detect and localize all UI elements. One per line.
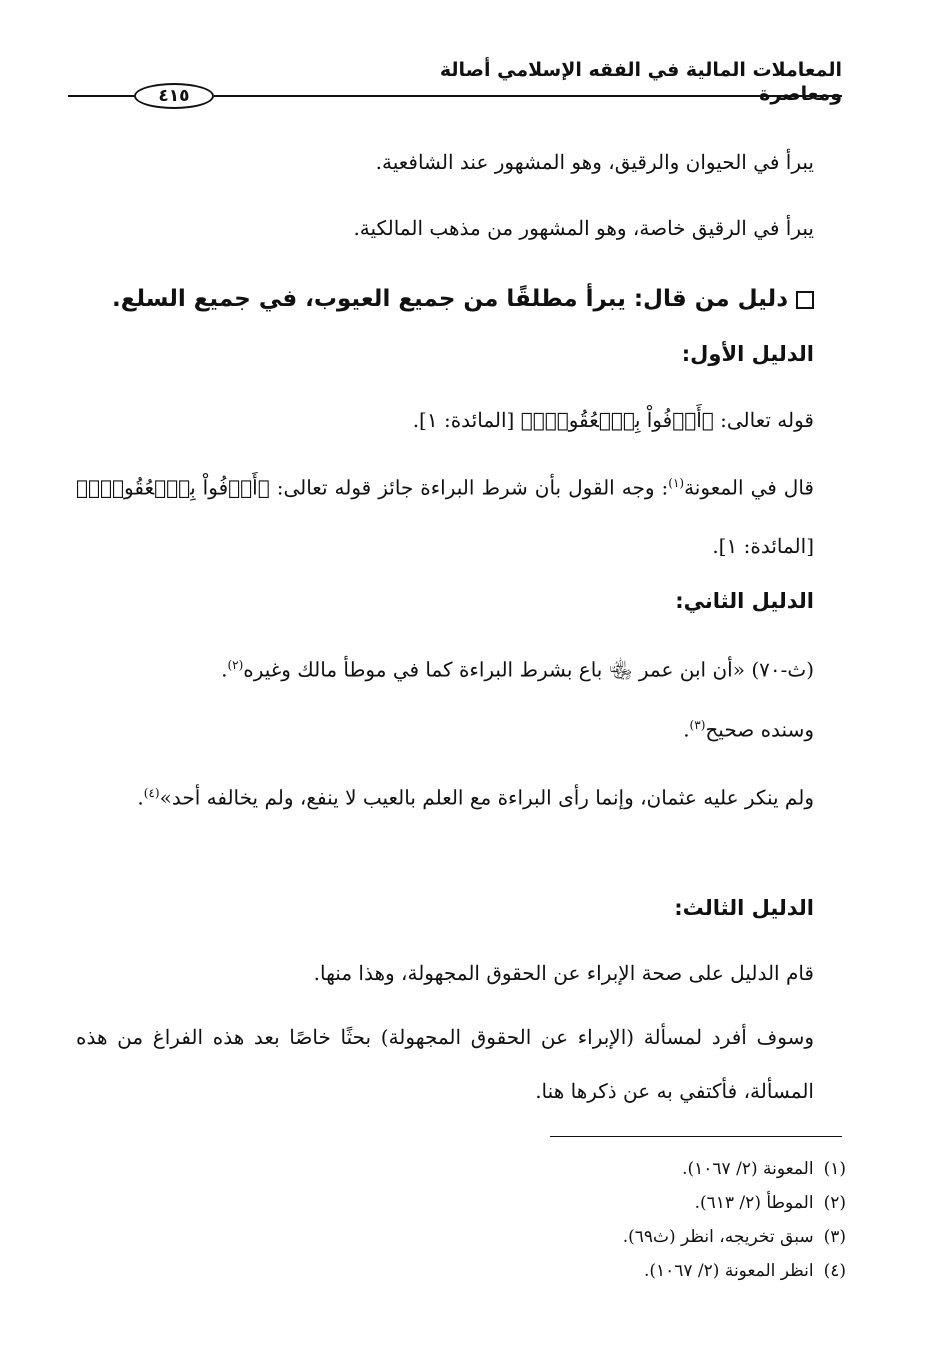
quote-prefix: قال في المعونة [684, 475, 814, 500]
quote-text: : وجه القول بأن شرط البراءة جائز قوله تعالى: ﴿أَوۡفُواْ بِٱلۡعُقُودِۚ﴾ [المائدة: ١]. [76, 475, 814, 558]
header-rule-right [214, 95, 842, 97]
footnote-ref-2[interactable]: (٢) [227, 658, 244, 672]
footnote-2 [366, 1186, 846, 1220]
footnote-2-number: (٢) [823, 1193, 846, 1213]
evidence-3-text: قام الدليل على صحة الإبراء عن الحقوق المجهولة، وهذا منها. [313, 961, 814, 985]
footnote-1-text: المعونة (٢/ ١٠٦٧). [682, 1159, 814, 1179]
footnote-ref-3[interactable]: (٣) [689, 718, 706, 732]
evidence-1-text: قوله تعالى: ﴿أَوۡفُواْ بِٱلۡعُقُودِۚ﴾ [المائدة: ١]. [412, 408, 814, 432]
evidence-3-title: الدليل الثالث: [674, 896, 814, 920]
footnotes [366, 1152, 846, 1288]
footnote-ref-4[interactable]: (٤) [143, 786, 160, 800]
paragraph-line-1: يبرأ في الحيوان والرقيق، وهو المشهور عند الشافعية. [375, 150, 814, 174]
running-header-title: المعاملات المالية في الفقه الإسلامي أصالة ومعاصرة [439, 59, 842, 105]
sanad-text: وسنده صحيح [705, 717, 814, 742]
evidence-2-text: (ث-٧٠) «أن ابن عمر ﵄ باع بشرط البراءة كما في موطأ مالك وغيره$^{(٢)}$. [221, 657, 814, 682]
uthman-text: ولم ينكر عليه عثمان، وإنما رأى البراءة مع العلم بالعيب لا ينفع، ولم يخالفه أحد» [159, 785, 814, 810]
page-number: ٤١٥ [134, 83, 214, 109]
paragraph-line-2: يبرأ في الرقيق خاصة، وهو المشهور من مذهب المالكية. [353, 216, 814, 240]
section-heading [111, 271, 814, 328]
evidence-2-body: (ث-٧٠) «أن ابن عمر ﵄ باع بشرط البراءة كما في موطأ مالك وغيره [243, 657, 814, 682]
uthman-paragraph: ولم ينكر عليه عثمان، وإنما رأى البراءة مع العلم بالعيب لا ينفع، ولم يخالفه أحد»$^{(٤)}$. [137, 785, 814, 810]
quote-paragraph [76, 454, 814, 575]
closing-paragraph: وسوف أفرد لمسألة (الإبراء عن الحقوق المجهولة) بحثًا خاصًا بعد هذه الفراغ من هذه المسألة، فأكتفي به عن ذكرها هنا. [76, 1025, 814, 1103]
section-heading-text: دليل من قال: يبرأ مطلقًا من جميع العيوب، في جميع السلع. [111, 286, 788, 312]
footnote-3 [366, 1220, 846, 1254]
evidence-2-title: الدليل الثاني: [675, 589, 814, 613]
header-rule-left [68, 95, 134, 97]
evidence-1-title: الدليل الأول: [681, 342, 814, 366]
footnote-2-text: الموطأ (٢/ ٦١٣). [694, 1193, 814, 1213]
footnote-4 [366, 1254, 846, 1288]
footnote-4-text: انظر المعونة (٢/ ١٠٦٧). [643, 1261, 814, 1281]
footnote-3-text: سبق تخريجه، انظر (ث٦٩). [622, 1227, 814, 1247]
checkbox-icon [796, 291, 814, 309]
footnote-4-number: (٤) [823, 1261, 846, 1281]
footnote-1 [366, 1152, 846, 1186]
sanad-line: وسنده صحيح$^{(٣)}$. [683, 717, 814, 742]
footnote-ref-1[interactable]: (١) [668, 476, 685, 490]
footnote-1-number: (١) [823, 1159, 846, 1179]
footnote-3-number: (٣) [823, 1227, 846, 1247]
footnote-separator [550, 1136, 842, 1137]
